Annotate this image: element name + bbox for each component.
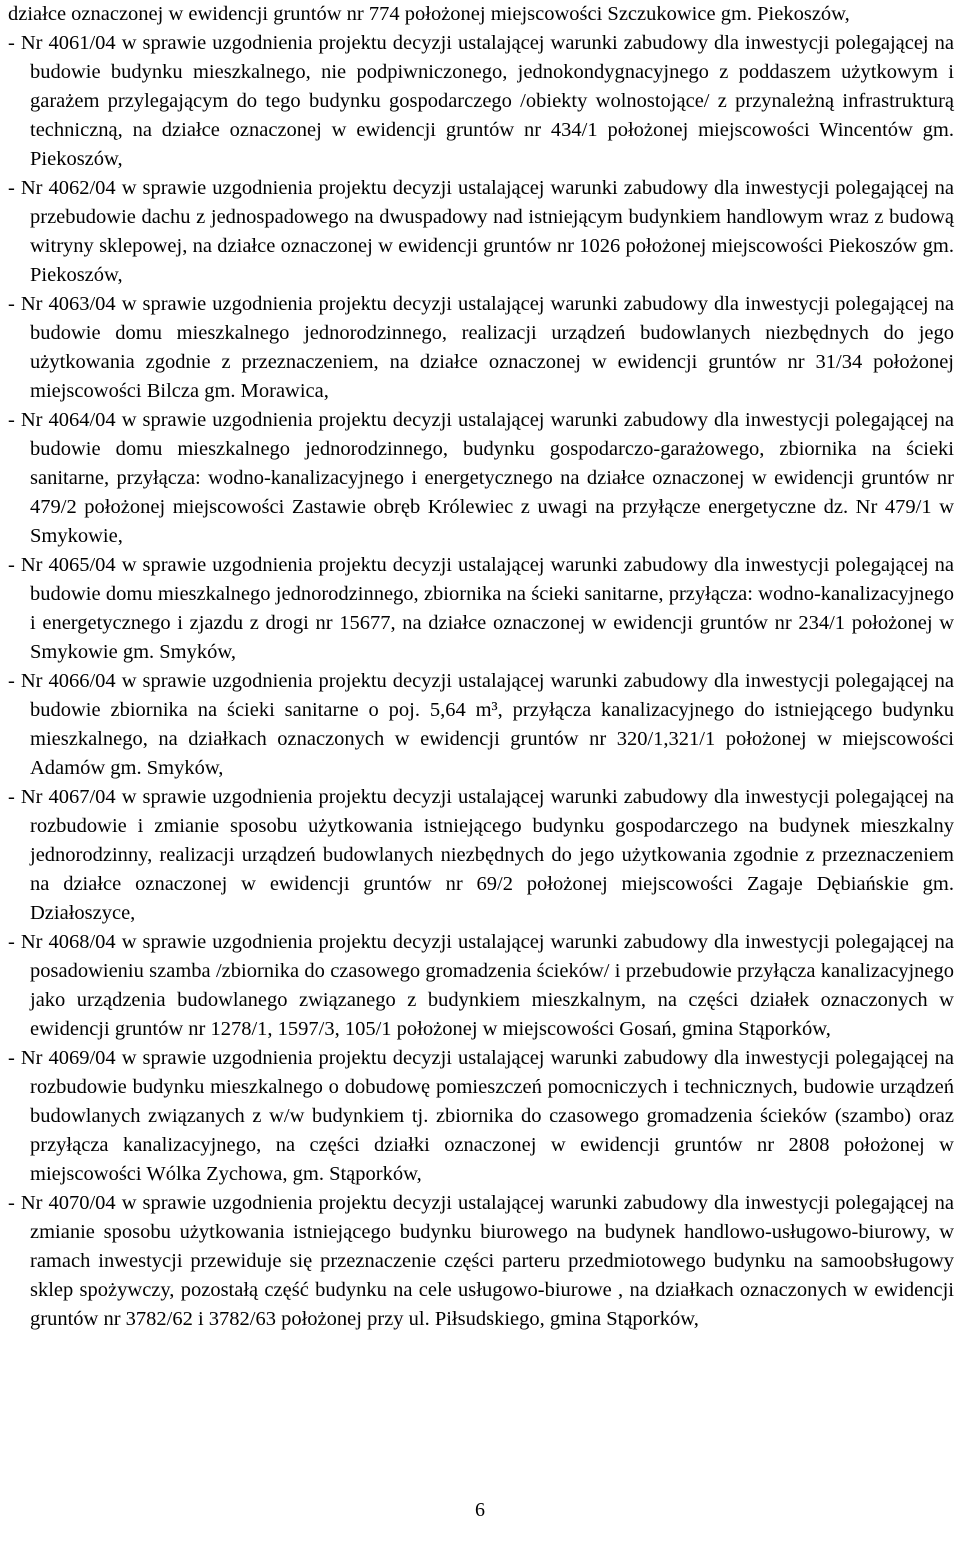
- list-item-4070: - Nr 4070/04 w sprawie uzgodnienia projektu decyzji ustalającej warunki zabudowy dla inwestycji polegającej na zmianie sposobu użytkowania istniejącego budynku biurowego na budynek handlowo-usługowo-biurowy, w ramach inwestycji przewiduje się przeznaczenie części parteru przedmiotowego budynku na samoobsługowy sklep spożywczy, pozostałą część budynku na cele usługowo-biurowe , na działkach oznaczonych w ewidencji gruntów nr 3782/62 i 3782/63 położonej przy ul. Piłsudskiego, gmina Stąporków,: [8, 1192, 954, 1330]
- list-item-4065: - Nr 4065/04 w sprawie uzgodnienia projektu decyzji ustalającej warunki zabudowy dla inwestycji polegającej na budowie domu mieszkalnego jednorodzinnego, zbiornika na ścieki sanitarne, przyłącza: wodno-kanalizacyjnego i energetycznego i zjazdu z drogi nr 15677, na działce oznaczonej w ewidencji gruntów nr 234/1 położonej w Smykowie gm. Smyków,: [8, 554, 954, 663]
- page-number: 6: [475, 1499, 485, 1521]
- list-item-4069: - Nr 4069/04 w sprawie uzgodnienia projektu decyzji ustalającej warunki zabudowy dla inwestycji polegającej na rozbudowie budynku mieszkalnego o dobudowę pomieszczeń pomocniczych i technicznych, budowie urządzeń budowlanych związanych z w/w budynkiem tj. zbiornika do czasowego gromadzenia ścieków (szambo) oraz przyłącza kanalizacyjnego, na części działki oznaczonej w ewidencji gruntów nr 2808 położonej w miejscowości Wólka Zychowa, gm. Stąporków,: [8, 1047, 954, 1185]
- list-item-4063: - Nr 4063/04 w sprawie uzgodnienia projektu decyzji ustalającej warunki zabudowy dla inwestycji polegającej na budowie domu mieszkalnego jednorodzinnego, realizacji urządzeń budowlanych niezbędnych do jego użytkowania zgodnie z przeznaczeniem, na działce oznaczonej w ewidencji gruntów nr 31/34 położonej miejscowości Bilcza gm. Morawica,: [8, 293, 954, 402]
- list-item-4067: - Nr 4067/04 w sprawie uzgodnienia projektu decyzji ustalającej warunki zabudowy dla inwestycji polegającej na rozbudowie i zmianie sposobu użytkowania istniejącego budynku gospodarczego na budynek mieszkalny jednorodzinny, realizacji urządzeń budowlanych niezbędnych do jego użytkowania zgodnie z przeznaczeniem na działce oznaczonej w ewidencji gruntów nr 69/2 położonej miejscowości Zagaje Dębiańskie gm. Działoszyce,: [8, 786, 954, 924]
- document-body: [8, 0, 954, 1334]
- list-item-4066: - Nr 4066/04 w sprawie uzgodnienia projektu decyzji ustalającej warunki zabudowy dla inwestycji polegającej na budowie zbiornika na ścieki sanitarne o poj. 5,64 m³, przyłącza kanalizacyjnego do istniejącego budynku mieszkalnego, na działkach oznaczonych w ewidencji gruntów nr 320/1,321/1 położonej w miejscowości Adamów gm. Smyków,: [8, 670, 954, 779]
- list-item-4064: - Nr 4064/04 w sprawie uzgodnienia projektu decyzji ustalającej warunki zabudowy dla inwestycji polegającej na budowie domu mieszkalnego jednorodzinnego, budynku gospodarczo-garażowego, zbiornika na ścieki sanitarne, przyłącza: wodno-kanalizacyjnego i energetycznego na działce oznaczonej w ewidencji gruntów nr 479/2 położonej miejscowości Zastawie obręb Królewiec z uwagi na przyłącze energetyczne dz. Nr 479/1 w Smykowie,: [8, 409, 954, 547]
- intro-paragraph: działce oznaczonej w ewidencji gruntów nr 774 położonej miejscowości Szczukowice gm. Piekoszów,: [8, 3, 850, 25]
- list-item-4068: - Nr 4068/04 w sprawie uzgodnienia projektu decyzji ustalającej warunki zabudowy dla inwestycji polegającej na posadowieniu szamba /zbiornika do czasowego gromadzenia ścieków/ i przebudowie przyłącza kanalizacyjnego jako urządzenia budowlanego związanego z budynkiem mieszkalnym, na części działek oznaczonych w ewidencji gruntów nr 1278/1, 1597/3, 105/1 położonej w miejscowości Gosań, gmina Stąporków,: [8, 931, 954, 1040]
- list-item-4062: - Nr 4062/04 w sprawie uzgodnienia projektu decyzji ustalającej warunki zabudowy dla inwestycji polegającej na przebudowie dachu z jednospadowego na dwuspadowy nad istniejącym budynkiem handlowym wraz z budową witryny sklepowej, na działce oznaczonej w ewidencji gruntów nr 1026 położonej miejscowości Piekoszów gm. Piekoszów,: [8, 177, 954, 286]
- list-item-4061: - Nr 4061/04 w sprawie uzgodnienia projektu decyzji ustalającej warunki zabudowy dla inwestycji polegającej na budowie budynku mieszkalnego, nie podpiwniczonego, jednokondygnacyjnego z poddaszem użytkowym i garażem przylegającym do tego budynku gospodarczego /obiekty wolnostojące/ z przynależną infrastrukturą techniczną, na działce oznaczonej w ewidencji gruntów nr 434/1 położonej miejscowości Wincentów gm. Piekoszów,: [8, 32, 954, 170]
